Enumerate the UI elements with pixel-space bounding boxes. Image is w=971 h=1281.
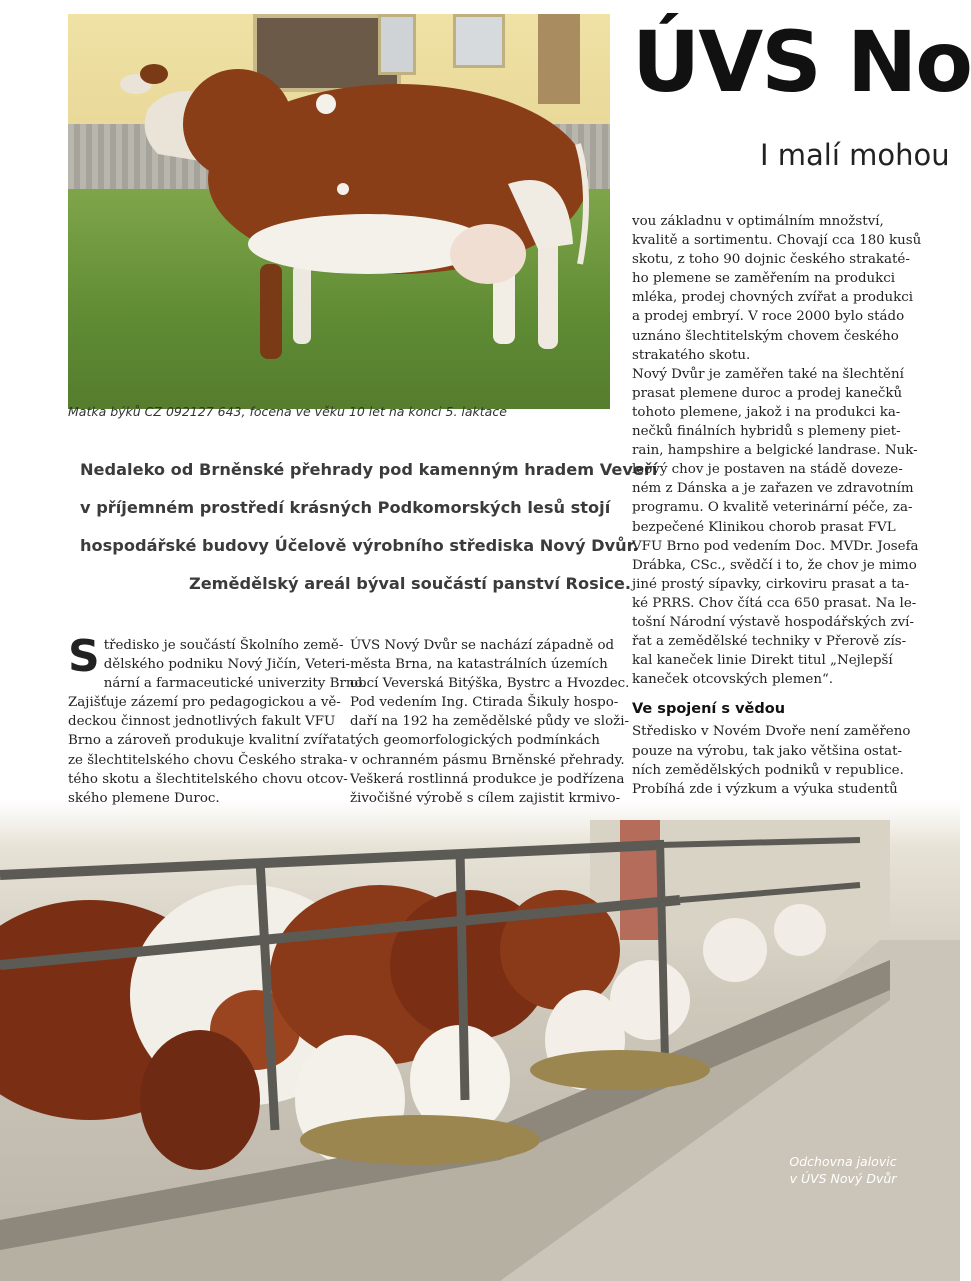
lead-line: Nedaleko od Brněnské přehrady pod kamenným hradem Veveří <box>80 460 658 479</box>
text-line: strakatého skotu. <box>632 347 751 363</box>
text-line: mléka, prodej chovných zvířat a produkci <box>632 290 914 306</box>
text-line: leový chov je postaven na stádě doveze- <box>632 462 903 478</box>
lead-line: v příjemném prostředí krásných Podkomorských lesů stojí <box>80 498 611 517</box>
text-line: ze šlechtitelského chovu Českého straka- <box>68 752 348 768</box>
caption-line: Odchovna jalovic <box>789 1154 897 1169</box>
text-line: bezpečené Klinikou chorob prasat FVL <box>632 519 896 535</box>
section-heading: Ve spojení s vědou <box>632 701 786 718</box>
text-line: prasat plemene duroc a prodej kanečků <box>632 385 903 401</box>
lead-line: Zemědělský areál býval součástí panství Rosice. <box>188 574 632 593</box>
text-line: tošní Národní výstavě hospodářských zví- <box>632 614 914 630</box>
text-line: Drábka, CSc., svědčí i to, že chov je mimo <box>632 557 917 573</box>
text-line: ského plemene Duroc. <box>68 790 220 806</box>
barn-illustration <box>0 800 960 1281</box>
article-title: ÚVS No <box>632 13 971 111</box>
text-line: kaneček otcovských plemen“. <box>632 672 834 688</box>
text-line: Nový Dvůr je zaměřen také na šlechtění <box>632 366 904 382</box>
text-line: programu. O kvalitě veterinární péče, za- <box>632 500 913 516</box>
text-line: a prodej embryí. V roce 2000 bylo stádo <box>632 309 905 325</box>
text-line: kal kaneček linie Direkt titul „Nejlepší <box>632 653 893 669</box>
cow-photo <box>68 14 610 398</box>
body-column-2 <box>350 636 630 808</box>
text-line: kvalitě a sortimentu. Chovají cca 180 kusů <box>632 233 922 249</box>
text-line: Veškerá rostlinná produkce je podřízena <box>350 771 625 787</box>
text-line: daří na 192 ha zemědělské půdy ve složi- <box>350 714 629 730</box>
text-line: Středisko v Novém Dvoře není zaměřeno <box>632 724 911 740</box>
text-line: ho plemene se zaměřením na produkci <box>632 271 896 287</box>
text-line: nární a farmaceutické univerzity Brno. <box>103 676 367 692</box>
caption-line: v ÚVS Nový Dvůr <box>789 1171 897 1186</box>
text-line: pouze na výrobu, tak jako většina ostat- <box>632 743 903 759</box>
text-line: tředisko je součástí Školního země- <box>103 638 344 653</box>
article-subtitle: I malí mohou <box>760 138 950 172</box>
text-line: Pod vedením Ing. Ctirada Šikuly hospo- <box>350 695 619 711</box>
text-line: tého skotu a šlechtitelského chovu otcov- <box>68 771 348 787</box>
text-line: tohoto plemene, jakož i na produkci ka- <box>632 404 901 420</box>
text-line: tých geomorfologických podmínkách <box>350 733 600 749</box>
text-line: deckou činnost jednotlivých fakult VFU <box>68 714 336 730</box>
body-column-3 <box>632 212 922 799</box>
text-line: ném z Dánska a je zařazen ve zdravotním <box>632 481 914 497</box>
text-line: v ochranném pásmu Brněnské přehrady. <box>350 752 625 768</box>
text-line: vou základnu v optimálním množství, <box>632 214 884 229</box>
text-line: uznáno šlechtitelským chovem českého <box>632 328 899 344</box>
text-line: města Brna, na katastrálních územích <box>350 657 608 673</box>
text-line: skotu, z toho 90 dojnic českého strakaté- <box>632 252 910 268</box>
text-line: Probíhá zde i výzkum a výuka studentů <box>632 781 898 797</box>
text-line: VFU Brno pod vedením Doc. MVDr. Josefa <box>632 538 919 554</box>
cow-illustration <box>68 14 610 398</box>
photo-caption <box>778 1153 908 1187</box>
text-line: jiné prostý sípavky, cirkoviru prasat a ta- <box>632 576 910 592</box>
lead-line: hospodářské budovy Účelově výrobního střediska Nový Dvůr. <box>80 536 639 555</box>
text-line: ÚVS Nový Dvůr se nachází západně od <box>350 638 615 653</box>
drop-cap: S <box>68 631 100 682</box>
body-column-1 <box>68 631 367 808</box>
text-line: obcí Veverská Bitýška, Bystrc a Hvozdec. <box>350 676 630 692</box>
text-line: živočišné výrobě s cílem zajistit krmivo- <box>350 790 621 806</box>
text-line: nečků finálních hybridů s plemeny piet- <box>632 424 901 440</box>
text-line: ních zemědělských podniků v republice. <box>632 762 904 778</box>
text-line: Zajišťuje zázemí pro pedagogickou a vě- <box>68 695 341 711</box>
photo-caption: Matka býků CZ 092127 643, focena ve věku 10 let na konci 5. laktace <box>68 404 507 419</box>
text-line: rain, hampshire a belgické landrase. Nuk- <box>632 443 918 459</box>
text-line: dělského podniku Nový Jičín, Veteri- <box>103 657 351 673</box>
text-line: ké PRRS. Chov čítá cca 650 prasat. Na le- <box>632 595 917 611</box>
text-line: Brno a zároveň produkuje kvalitní zvířata <box>68 733 351 749</box>
barn-photo <box>0 800 960 1281</box>
text-line: řat a zemědělské techniky v Přerově zís- <box>632 634 907 650</box>
